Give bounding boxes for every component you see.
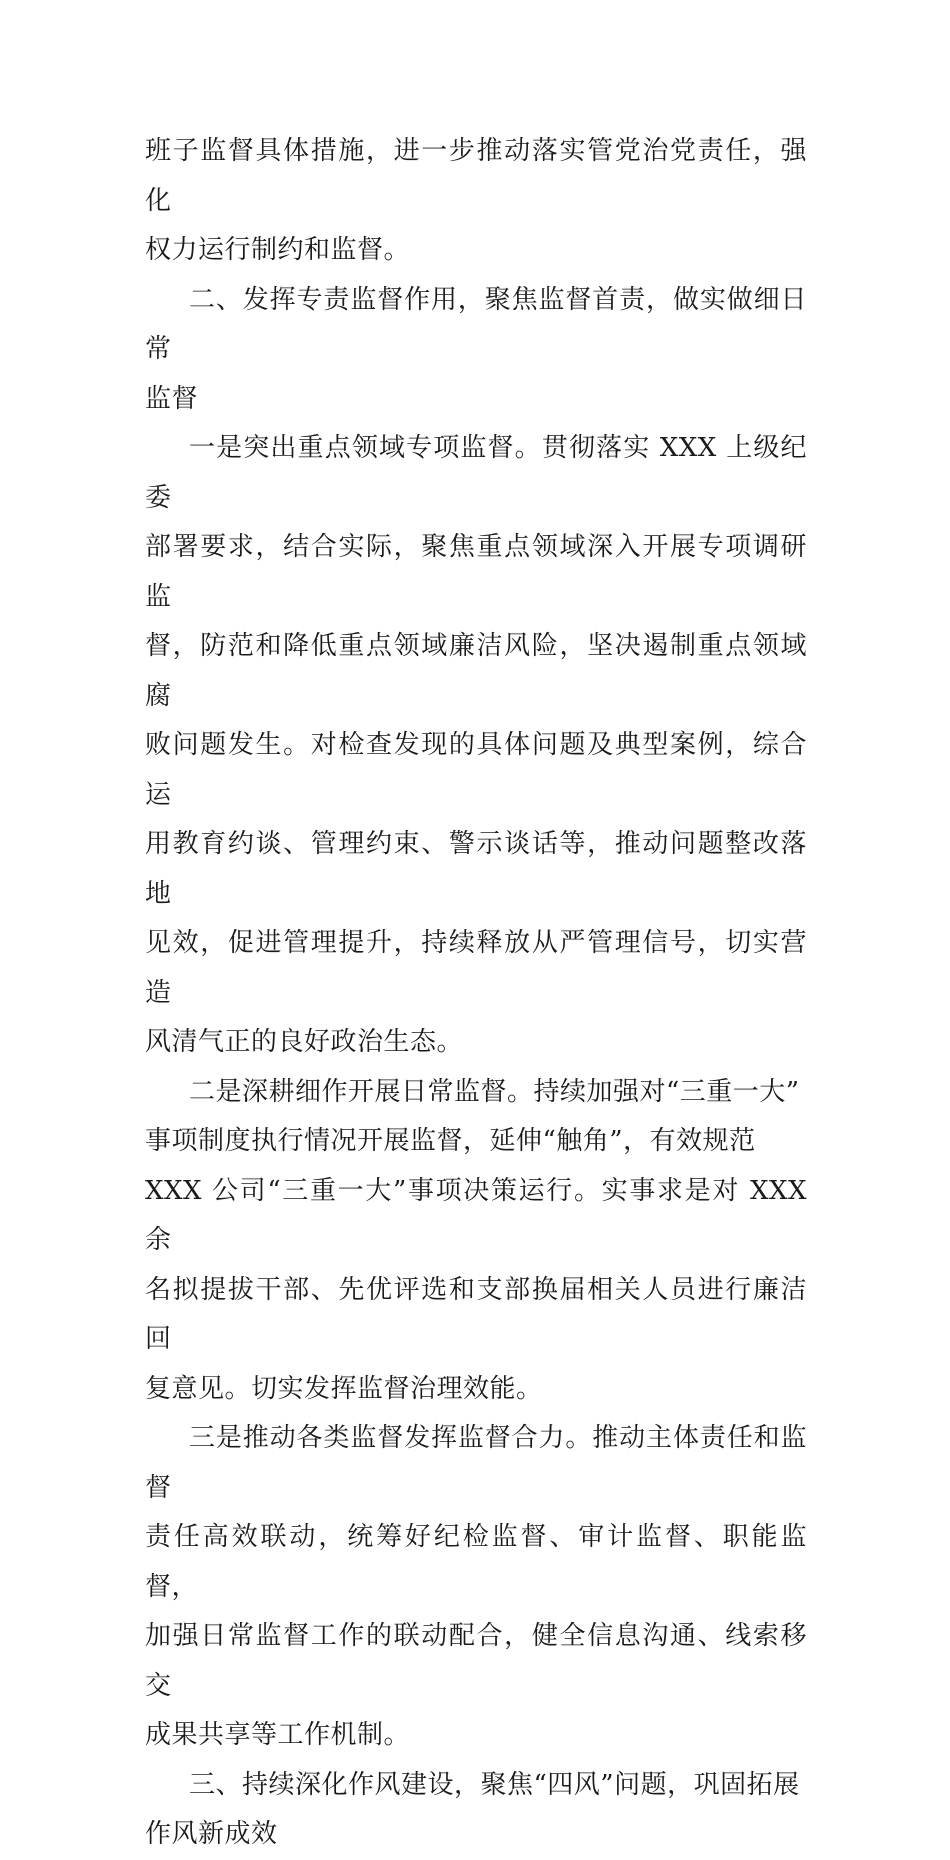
text-line: 二、发挥专责监督作用，聚焦监督首责，做实做细日常	[145, 284, 807, 364]
text-line: 三、持续深化作风建设，聚焦“四风”问题，巩固拓展	[189, 1769, 800, 1800]
text-line: 用教育约谈、管理约束、警示谈话等，推动问题整改落地	[145, 829, 807, 909]
text-line: 权力运行制约和监督。	[145, 235, 411, 265]
paragraph-joint-supervision	[145, 1414, 807, 1761]
text-line: 作风新成效	[145, 1819, 278, 1849]
text-line: 风清气正的良好政治生态。	[145, 1027, 464, 1057]
text-line: 复意见。切实发挥监督治理效能。	[145, 1373, 543, 1404]
paragraph-daily-supervision	[145, 1068, 807, 1415]
text-line: 成果共享等工作机制。	[145, 1720, 411, 1750]
text-line: 二是深耕细作开展日常监督。持续加强对“三重一大”	[189, 1076, 800, 1107]
text-line: 见效，促进管理提升，持续释放从严管理信号，切实营造	[145, 928, 807, 1008]
paragraph-special-supervision	[145, 424, 807, 1068]
text-line: 督，防范和降低重点领域廉洁风险，坚决遏制重点领域腐	[145, 631, 807, 711]
text-line: 败问题发生。对检查发现的具体问题及典型案例，综合运	[145, 730, 807, 810]
document-body	[145, 127, 807, 1860]
text-line: 监督	[145, 383, 199, 414]
text-line: 部署要求，结合实际，聚焦重点领域深入开展专项调研监	[145, 532, 807, 612]
text-line: 责任高效联动，统筹好纪检监督、审计监督、职能监督，	[145, 1522, 807, 1602]
text-line: 一是突出重点领域专项监督。贯彻落实 XXX 上级纪委	[145, 433, 807, 513]
heading-section-3	[145, 1761, 807, 1860]
paragraph-1	[145, 127, 807, 276]
text-line: 班子监督具体措施，进一步推动落实管党治党责任，强化	[145, 136, 807, 216]
text-line: XXX 公司“三重一大”事项决策运行。实事求是对 XXX 余	[145, 1175, 807, 1255]
text-line: 加强日常监督工作的联动配合，健全信息沟通、线索移交	[145, 1621, 807, 1701]
text-line: 名拟提拔干部、先优评选和支部换届相关人员进行廉洁回	[145, 1274, 807, 1354]
heading-section-2	[145, 276, 807, 425]
text-line: 三是推动各类监督发挥监督合力。推动主体责任和监督	[145, 1423, 807, 1503]
text-line: 事项制度执行情况开展监督，延伸“触角”，有效规范	[145, 1126, 756, 1156]
